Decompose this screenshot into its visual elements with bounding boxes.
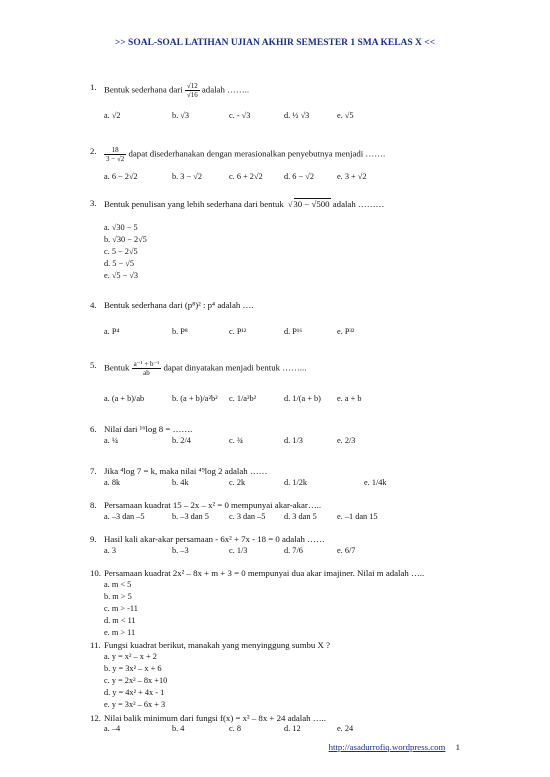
footer-link[interactable]: http://asadurrofiq.wordpress.com [328, 742, 446, 752]
option-c[interactable]: c. m > -11 [104, 604, 138, 613]
option-c[interactable]: c. 1/3 [229, 546, 248, 555]
option-d[interactable]: d. 3 dan 5 [284, 512, 317, 521]
option-d[interactable]: d. 5 − √5 [104, 259, 134, 268]
question-number: 1. [90, 82, 97, 92]
option-c[interactable]: c. ¾ [229, 436, 244, 445]
option-c[interactable]: c. 5 − 2√5 [104, 247, 138, 256]
question-number: 11. [90, 640, 101, 650]
question-stem: Bentuk sederhana dari (p⁸)² : p⁴ adalah …. [104, 300, 254, 310]
power-expression: (p⁸)² : p⁴ [184, 300, 216, 310]
option-e[interactable]: e. m > 11 [104, 628, 136, 637]
option-c[interactable]: c. P¹² [229, 327, 247, 336]
option-b[interactable]: b. 4k [172, 478, 189, 487]
option-e[interactable]: e. a + b [337, 394, 362, 403]
question-stem: Hasil kali akar-akar persamaan - 6x² + 7x - 18 = 0 adalah …… [104, 534, 325, 544]
option-c[interactable]: c. 1/a²b² [229, 394, 257, 403]
fraction: $\frac{√12}{√16}$ [186, 82, 198, 99]
option-d[interactable]: d. 1/2k [284, 478, 308, 487]
option-b[interactable]: b. √30 − 2√5 [104, 235, 147, 244]
option-e[interactable]: e. 2/3 [337, 436, 356, 445]
options-list [104, 651, 167, 711]
option-c[interactable]: c. 2k [229, 478, 246, 487]
option-a[interactable]: a. m < 5 [104, 580, 132, 589]
option-e[interactable]: e. 3 + √2 [337, 172, 367, 181]
options-list [104, 222, 147, 282]
option-a[interactable]: a. P⁴ [104, 327, 120, 336]
option-c[interactable]: c. 8 [229, 724, 241, 733]
option-a[interactable]: a. √2 [104, 111, 121, 120]
option-a[interactable]: a. 8k [104, 478, 121, 487]
options-list [104, 579, 138, 639]
option-b[interactable]: b. 3 − √2 [172, 172, 202, 181]
option-c[interactable]: c. 6 + 2√2 [229, 172, 263, 181]
option-a[interactable]: a. ¼ [104, 436, 119, 445]
page-title: >> SOAL-SOAL LATIHAN UJIAN AKHIR SEMESTER 1 SMA KELAS X << [114, 38, 436, 48]
question-number: 8. [90, 500, 97, 510]
option-b[interactable]: b. 2/4 [172, 436, 191, 445]
option-a[interactable]: a. 3 [104, 546, 116, 555]
option-d[interactable]: d. P¹⁶ [284, 327, 303, 336]
question-stem: Bentuk sederhana dari $\frac{√12}{√16}$ adalah …….. [104, 82, 250, 99]
option-a[interactable]: a. 6 − 2√2 [104, 172, 138, 181]
option-e[interactable]: e. √5 [337, 111, 354, 120]
option-d[interactable]: d. 7/6 [284, 546, 303, 555]
option-e[interactable]: e. √5 − √3 [104, 271, 139, 280]
option-d[interactable]: d. 1/(a + b) [284, 394, 321, 403]
option-a[interactable]: a. √30 − 5 [104, 223, 138, 232]
option-b[interactable]: b. (a + b)/a²b² [172, 394, 218, 403]
page-footer [329, 742, 460, 752]
option-d[interactable]: d. 6 − √2 [284, 172, 314, 181]
question-stem: Nilai balik minimum dari fungsi f(x) = x² – 8x + 24 adalah ….. [104, 713, 326, 723]
option-b[interactable]: b. 4 [172, 724, 185, 733]
option-e[interactable]: e. 1/4k [364, 478, 387, 487]
question-stem: Bentuk $\frac{\text{a⁻¹ + b⁻¹}}{ab}$ dapat dinyatakan menjadi bentuk ……... [104, 360, 307, 377]
question-stem: Jika ⁴log 7 = k, maka nilai ⁴⁹log 2 adalah …… [104, 466, 268, 476]
question-stem: Persamaan kuadrat 15 – 2x – x² = 0 mempunyai akar-akar….. [104, 500, 322, 510]
question-number: 10. [90, 568, 101, 578]
fraction: $\frac{18}{3 - √2}$ [106, 146, 125, 163]
question-stem: $\frac{18}{3 - √2}$ dapat disederhanakan dengan merasionalkan penyebutnya menjadi ……. [106, 146, 386, 163]
question-number: 9. [90, 534, 97, 544]
question-number: 2. [90, 146, 97, 156]
option-d[interactable]: d. y = 4x² + 4x - 1 [104, 688, 165, 697]
option-b[interactable]: b. P⁸ [172, 327, 188, 336]
option-e[interactable]: e. 6/7 [337, 546, 356, 555]
question-stem: Persamaan kuadrat 2x² – 8x + m + 3 = 0 mempunyai dua akar imajiner. Nilai m adalah ….. [104, 568, 425, 578]
option-d[interactable]: d. 12 [284, 724, 301, 733]
question-stem: Fungsi kuadrat berikut, manakah yang menyinggung sumbu X ? [104, 640, 330, 650]
question-number: 6. [90, 424, 97, 434]
question-number: 5. [90, 360, 97, 370]
option-a[interactable]: a. y = x² – x + 2 [104, 652, 157, 661]
option-b[interactable]: b. –3 dan 5 [172, 512, 209, 521]
option-b[interactable]: b. y = 3x² – x + 6 [104, 664, 162, 673]
option-a[interactable]: a. –3 dan –5 [104, 512, 145, 521]
option-d[interactable]: d. 1/3 [284, 436, 303, 445]
option-e[interactable]: e. y = 3x² – 6x + 3 [104, 700, 166, 709]
page-number: 1 [455, 742, 460, 752]
option-c[interactable]: c. - √3 [229, 111, 251, 120]
option-a[interactable]: a. –4 [104, 724, 121, 733]
question-number: 3. [90, 198, 97, 208]
option-e[interactable]: e. P³² [337, 327, 355, 336]
question-stem: Nilai dari ¹⁶log 8 = ……. [104, 424, 193, 434]
question-number: 4. [90, 300, 97, 310]
question-stem: Bentuk penulisan yang lebih sederhana dari bentuk √ 30 − √500 adalah ……… [104, 198, 384, 209]
option-b[interactable]: b. –3 [172, 546, 189, 555]
fraction: $\frac{\text{a⁻¹ + b⁻¹}}{ab}$ [133, 360, 160, 377]
question-number: 7. [90, 466, 97, 476]
option-d[interactable]: d. ½ √3 [284, 111, 310, 120]
option-e[interactable]: e. 24 [337, 724, 354, 733]
option-b[interactable]: b. √3 [172, 111, 189, 120]
option-a[interactable]: a. (a + b)/ab [104, 394, 145, 403]
option-b[interactable]: b. m > 5 [104, 592, 132, 601]
option-d[interactable]: d. m < 11 [104, 616, 136, 625]
option-c[interactable]: c. 3 dan –5 [229, 512, 266, 521]
radical-expression: √ 30 − √500 [294, 198, 331, 209]
option-e[interactable]: e. –1 dan 15 [337, 512, 378, 521]
question-number: 12. [90, 713, 101, 723]
option-c[interactable]: c. y = 2x² – 8x +10 [104, 676, 168, 685]
